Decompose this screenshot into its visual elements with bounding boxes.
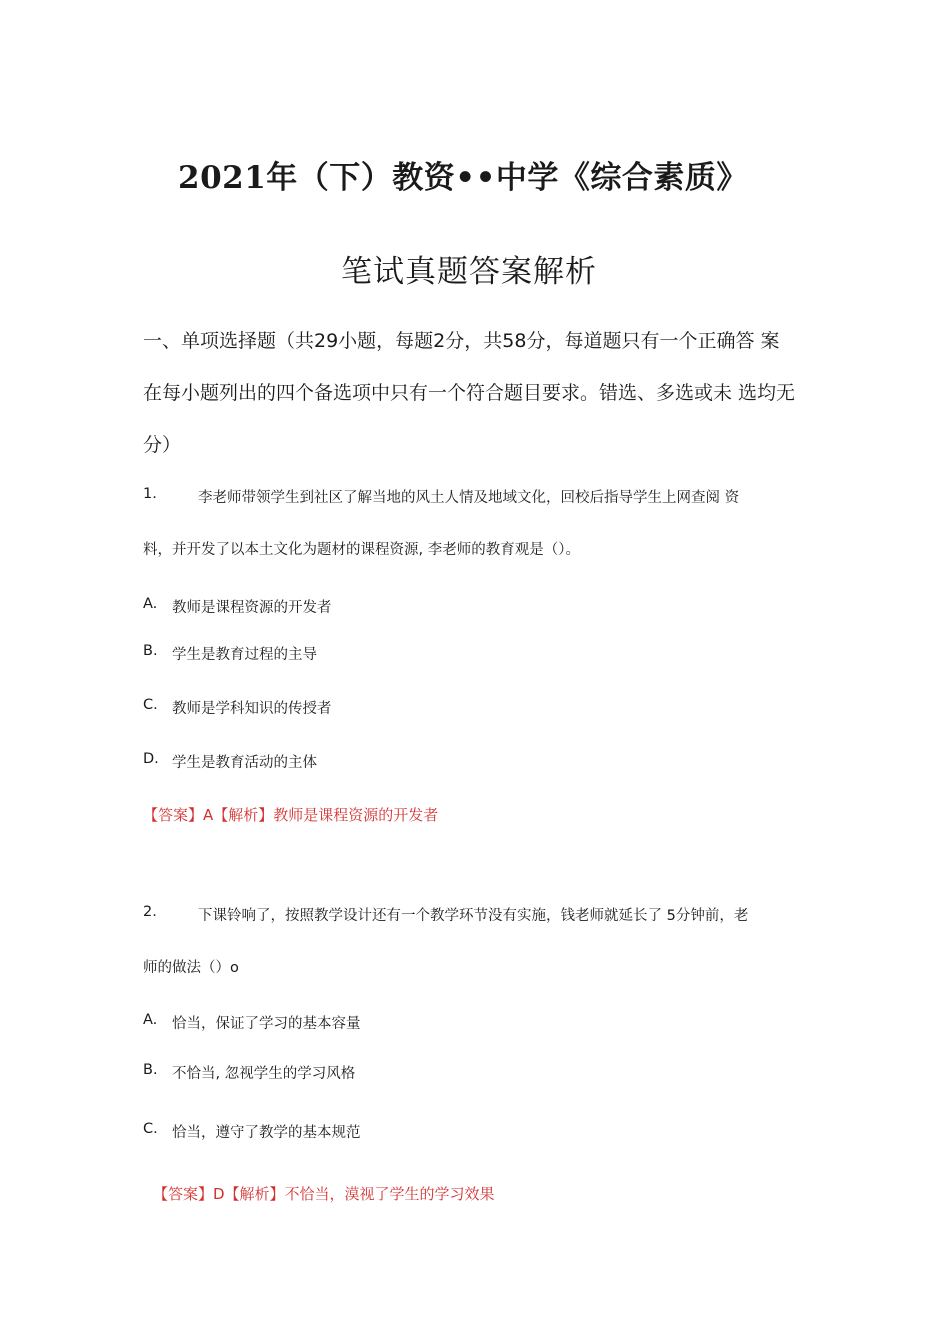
option-letter-d: D. [143, 751, 159, 767]
section-heading-line-3: 分） [143, 434, 182, 456]
section-heading-line-2: 在每小题列出的四个备选项中只有一个符合题目要求。错选、多选或未 选均无 [143, 382, 796, 404]
option-text-c: 教师是学科知识的传授者 [172, 701, 332, 717]
option-text-b: 不恰当, 忽视学生的学习风格 [172, 1066, 356, 1082]
document-title-line-1: 2021年（下）教资••中学《综合素质》 [178, 160, 748, 196]
option-letter-a: A. [143, 1012, 158, 1028]
option-text-b: 学生是教育过程的主导 [172, 647, 317, 663]
option-text-d: 学生是教育活动的主体 [172, 755, 317, 771]
answer-explanation: 【答案】D【解析】不恰当，漠视了学生的学习效果 [153, 1185, 495, 1203]
option-text-c: 恰当，遵守了教学的基本规范 [172, 1125, 361, 1141]
question-text-line-2: 师的做法（）o [143, 960, 239, 976]
question-text-line-2: 料，并开发了以本土文化为题材的课程资源, 李老师的教育观是（）。 [143, 542, 580, 558]
section-heading-line-1: 一、单项选择题（共29小题，每题2分，共58分，每道题只有一个正确答 案 [143, 330, 780, 352]
option-letter-c: C. [143, 1121, 158, 1137]
answer-explanation: 【答案】A【解析】教师是课程资源的开发者 [143, 806, 439, 824]
question-number: 2. [143, 904, 157, 920]
question-text-line-1: 李老师带领学生到社区了解当地的风土人情及地域文化，回校后指导学生上网查阅 资 [198, 490, 740, 506]
option-letter-b: B. [143, 643, 158, 659]
option-text-a: 恰当，保证了学习的基本容量 [172, 1016, 361, 1032]
question-text-line-1: 下课铃响了，按照教学设计还有一个教学环节没有实施，钱老师就延长了 5分钟前，老 [198, 908, 749, 924]
question-number: 1. [143, 486, 157, 502]
option-letter-a: A. [143, 596, 158, 612]
option-letter-c: C. [143, 697, 158, 713]
option-text-a: 教师是课程资源的开发者 [172, 600, 332, 616]
option-letter-b: B. [143, 1062, 158, 1078]
document-title-line-2: 笔试真题答案解析 [341, 254, 597, 290]
